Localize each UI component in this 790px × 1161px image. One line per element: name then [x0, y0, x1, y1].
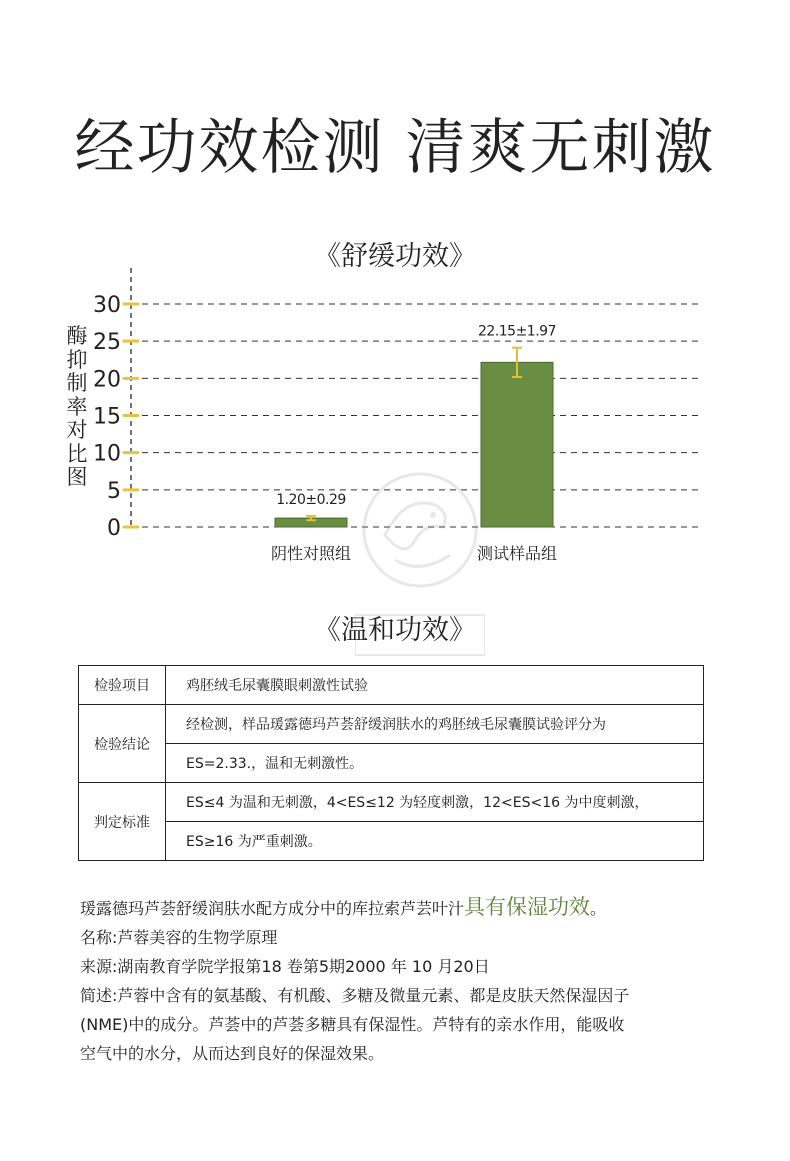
irritation-test-table — [78, 665, 704, 861]
note-line-moisturizing — [80, 893, 720, 923]
row-value-test-item: 鸡胚绒毛尿囊膜眼刺激性试验 — [166, 666, 704, 705]
table-row — [79, 705, 704, 744]
note-source: 来源:湖南教育学院学报第18 卷第5期2000 年 10 月20日 — [80, 957, 490, 976]
table-row — [79, 783, 704, 822]
y-tick-label: 25 — [93, 330, 121, 356]
category-label: 测试样品组 — [476, 544, 558, 563]
mild-section-title: 《温和功效》 — [314, 615, 476, 646]
chart-title: 《舒缓功效》 — [314, 241, 476, 272]
row-value-conclusion-line2: ES=2.33.，温和无刺激性。 — [166, 744, 704, 783]
row-key-conclusion: 检验结论 — [79, 705, 166, 783]
note-summary-1: 简述:芦蓉中含有的氨基酸、有机酸、多糖及微量元素、都是皮肤天然保湿因子 — [80, 986, 630, 1005]
note-summary-3: 空气中的水分，从而达到良好的保湿效果。 — [80, 1044, 385, 1063]
table-row — [79, 822, 704, 861]
y-tick-label: 5 — [107, 478, 121, 504]
note-prefix: 瑗露德玛芦荟舒缓润肤水配方成分中的库拉索芦芸叶汁 — [80, 899, 465, 918]
row-value-conclusion-line1: 经检测，样品瑗露德玛芦荟舒缓润肤水的鸡胚绒毛尿囊膜试验评分为 — [166, 705, 704, 744]
row-value-criteria-line2: ES≥16 为严重刺激。 — [166, 822, 704, 861]
table-row — [79, 744, 704, 783]
row-key-criteria: 判定标准 — [79, 783, 166, 861]
y-tick-label: 30 — [93, 293, 121, 318]
y-tick-label: 10 — [93, 441, 121, 467]
chart-y-axis-title: 酶抑制率对比图 — [66, 324, 88, 489]
y-tick-label: 0 — [107, 516, 121, 541]
row-value-criteria-line1: ES≤4 为温和无刺激，4<ES≤12 为轻度刺激，12<ES<16 为中度刺激， — [166, 783, 704, 822]
y-tick-label: 15 — [93, 404, 121, 430]
note-summary-2: (NME)中的成分。芦荟中的芦荟多糖具有保湿性。芦特有的亲水作用，能吸收 — [80, 1015, 625, 1034]
category-label: 阴性对照组 — [270, 544, 352, 563]
row-key-test-item: 检验项目 — [79, 666, 166, 705]
bar — [481, 362, 553, 527]
note-suffix: 。 — [590, 899, 607, 918]
note-name: 名称:芦蓉美容的生物学原理 — [80, 928, 278, 947]
table-row — [79, 666, 704, 705]
note-highlight: 具有保湿功效 — [464, 895, 591, 919]
data-label: 1.20±0.29 — [276, 491, 346, 508]
y-tick-label: 20 — [93, 367, 121, 393]
reference-notes — [80, 893, 720, 1068]
page-title: 经功效检测 清爽无刺激 — [74, 113, 716, 183]
data-label: 22.15±1.97 — [478, 323, 556, 340]
